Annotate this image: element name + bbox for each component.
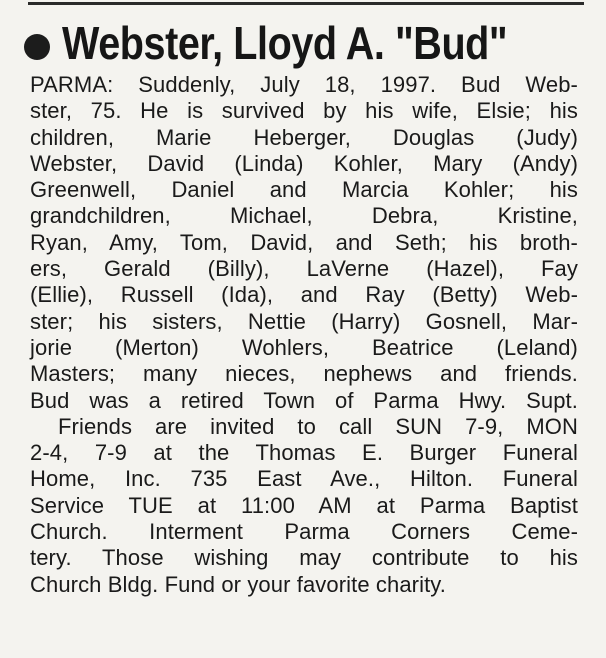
text-line: ster, 75. He is survived by his wife, Elsie; his — [30, 98, 578, 124]
text-line: Friends are invited to call SUN 7-9, MON — [58, 413, 578, 439]
obituary-body — [30, 72, 578, 598]
text-line: grandchildren, Michael, Debra, Kristine, — [30, 203, 578, 229]
text-line: Bud was a retired Town of Parma Hwy. Supt. — [30, 387, 578, 413]
text-line: Webster, David (Linda) Kohler, Mary (Andy) — [30, 150, 578, 176]
text-line: children, Marie Heberger, Douglas (Judy) — [30, 124, 578, 150]
text-line: tery. Those wishing may contribute to his — [30, 545, 578, 571]
text-line: Greenwell, Daniel and Marcia Kohler; his — [30, 177, 578, 203]
text-line: Home, Inc. 735 East Ave., Hilton. Funeral — [30, 466, 578, 492]
paragraph-services — [30, 414, 578, 598]
headline-text: Webster, Lloyd A. "Bud" — [62, 17, 508, 69]
text-line: Masters; many nieces, nephews and friends. — [30, 361, 578, 387]
text-line: ster; his sisters, Nettie (Harry) Gosnell, Mar- — [30, 308, 578, 334]
bullet-icon — [24, 34, 50, 60]
text-line: Church. Interment Parma Corners Ceme- — [30, 519, 578, 545]
paragraph-family — [30, 72, 578, 414]
text-line: Service TUE at 11:00 AM at Parma Baptist — [30, 492, 578, 518]
text-line: ers, Gerald (Billy), LaVerne (Hazel), Fay — [30, 256, 578, 282]
text-line: Church Bldg. Fund or your favorite charity. — [30, 571, 446, 597]
top-rule — [28, 2, 584, 5]
text-line: (Ellie), Russell (Ida), and Ray (Betty) Web- — [30, 282, 578, 308]
text-line: PARMA: Suddenly, July 18, 1997. Bud Web- — [30, 72, 578, 97]
obituary-headline — [24, 14, 580, 72]
text-line: Ryan, Amy, Tom, David, and Seth; his broth- — [30, 229, 578, 255]
text-line: jorie (Merton) Wohlers, Beatrice (Leland) — [30, 334, 578, 360]
text-line: 2-4, 7-9 at the Thomas E. Burger Funeral — [30, 440, 578, 466]
